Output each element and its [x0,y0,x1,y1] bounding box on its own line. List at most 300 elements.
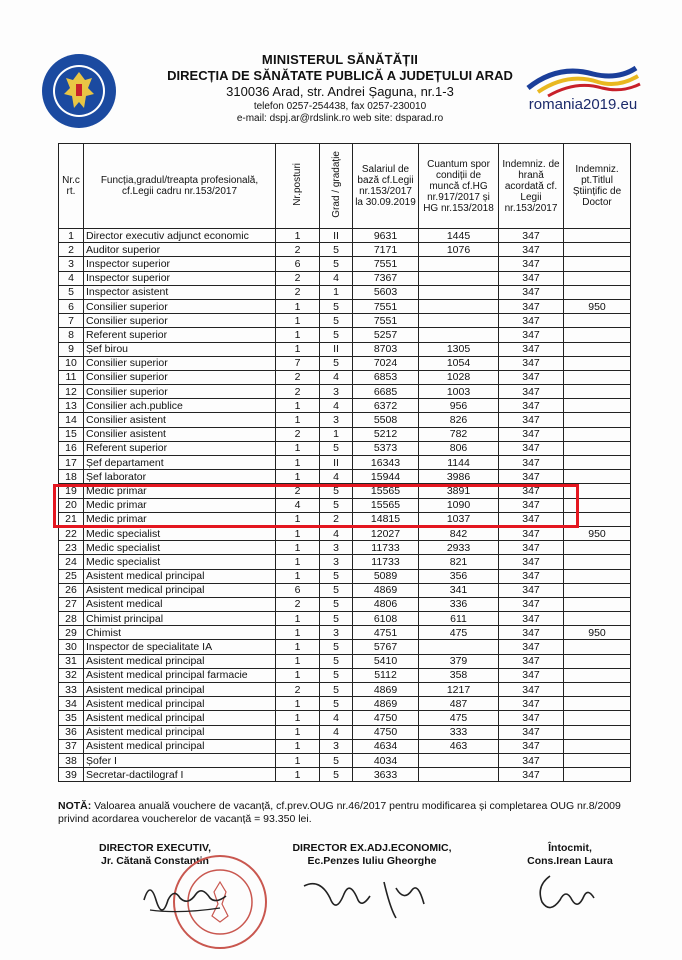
cell-food-allowance: 347 [499,668,564,682]
cell-function: Medic primar [84,498,276,512]
table-row [59,569,631,583]
cell-base-salary: 7367 [353,271,419,285]
table-row [59,541,631,555]
col-header-base-salary: Salariul de bază cf.Legii nr.153/2017 la 30.09.2019 [353,144,419,229]
cell-grade: 5 [320,683,353,697]
address-line: 310036 Arad, str. Andrei Șaguna, nr.1-3 [226,84,454,99]
cell-grade: 4 [320,526,353,540]
cell-grade: 4 [320,271,353,285]
cell-base-salary: 4750 [353,711,419,725]
cell-grade: 5 [320,640,353,654]
cell-food-allowance: 347 [499,271,564,285]
cell-nr: 39 [59,768,84,782]
note-label: NOTĂ: [58,800,92,812]
cell-work-bonus: 1305 [419,342,499,356]
table-row [59,711,631,725]
cell-nr: 28 [59,612,84,626]
cell-posts: 6 [276,583,320,597]
cell-grade: 5 [320,243,353,257]
phone-line: telefon 0257-254438, fax 0257-230010 [253,101,427,112]
cell-grade: 3 [320,555,353,569]
deputy-director-signature-icon [300,868,430,928]
salary-table [58,143,631,782]
table-row [59,413,631,427]
col-header-work-bonus: Cuantum spor condiții de muncă cf.HG nr.917/2017 și HG nr.153/2018 [419,144,499,229]
note-paragraph [58,800,638,826]
cell-food-allowance: 347 [499,725,564,739]
cell-grade: 5 [320,612,353,626]
cell-nr: 38 [59,753,84,767]
cell-base-salary: 7551 [353,299,419,313]
col-header-nr: Nr.c rt. [59,144,84,229]
cell-nr: 8 [59,328,84,342]
cell-work-bonus: 826 [419,413,499,427]
cell-posts: 1 [276,526,320,540]
cell-doctor-allowance [564,470,631,484]
cell-function: Auditor superior [84,243,276,257]
cell-doctor-allowance [564,370,631,384]
cell-food-allowance: 347 [499,356,564,370]
cell-function: Șef departament [84,456,276,470]
cell-nr: 25 [59,569,84,583]
cell-posts: 1 [276,711,320,725]
cell-work-bonus [419,753,499,767]
cell-doctor-allowance [564,612,631,626]
cell-base-salary: 5767 [353,640,419,654]
deputy-director-name: Ec.Penzes Iuliu Gheorghe [307,855,437,867]
cell-work-bonus: 2933 [419,541,499,555]
cell-grade: 4 [320,370,353,384]
cell-food-allowance: 347 [499,512,564,526]
cell-doctor-allowance [564,456,631,470]
table-row [59,654,631,668]
cell-base-salary: 11733 [353,541,419,555]
cell-food-allowance: 347 [499,683,564,697]
cell-nr: 2 [59,243,84,257]
cell-base-salary: 3633 [353,768,419,782]
cell-nr: 35 [59,711,84,725]
cell-function: Asistent medical [84,597,276,611]
col-header-grade-label: Grad / gradație [330,151,342,218]
table-row [59,597,631,611]
cell-doctor-allowance [564,668,631,682]
cell-nr: 5 [59,285,84,299]
cell-posts: 1 [276,768,320,782]
cell-food-allowance: 347 [499,753,564,767]
cell-posts: 1 [276,413,320,427]
table-row [59,441,631,455]
cell-grade: 5 [320,314,353,328]
table-row [59,427,631,441]
cell-food-allowance: 347 [499,484,564,498]
cell-food-allowance: 347 [499,441,564,455]
cell-base-salary: 8703 [353,342,419,356]
cell-doctor-allowance [564,257,631,271]
cell-posts: 1 [276,640,320,654]
cell-base-salary: 6853 [353,370,419,384]
cell-food-allowance: 347 [499,526,564,540]
cell-food-allowance: 347 [499,243,564,257]
cell-work-bonus: 842 [419,526,499,540]
cell-nr: 10 [59,356,84,370]
cell-base-salary: 5410 [353,654,419,668]
cell-food-allowance: 347 [499,626,564,640]
ministry-title: MINISTERUL SĂNĂTĂȚII [261,52,419,67]
cell-work-bonus: 341 [419,583,499,597]
cell-posts: 1 [276,299,320,313]
cell-grade: 5 [320,597,353,611]
cell-nr: 24 [59,555,84,569]
cell-nr: 29 [59,626,84,640]
cell-work-bonus: 1144 [419,456,499,470]
table-row [59,356,631,370]
cell-grade: 5 [320,441,353,455]
cell-grade: 5 [320,299,353,313]
cell-nr: 20 [59,498,84,512]
cell-work-bonus [419,271,499,285]
table-row [59,668,631,682]
prepared-by-name: Cons.Irean Laura [527,855,613,867]
table-row [59,470,631,484]
cell-work-bonus: 333 [419,725,499,739]
cell-work-bonus: 1090 [419,498,499,512]
email-web-line: e-mail: dspj.ar@rdslink.ro web site: dsparad.ro [236,113,444,124]
cell-food-allowance: 347 [499,285,564,299]
cell-work-bonus: 475 [419,626,499,640]
cell-food-allowance: 347 [499,314,564,328]
cell-grade: 5 [320,753,353,767]
cell-function: Asistent medical principal [84,739,276,753]
cell-grade: 4 [320,399,353,413]
cell-function: Medic primar [84,512,276,526]
note-text: Valoarea anuală vouchere de vacanță, cf.prev.OUG nr.46/2017 pentru modificarea și completarea OUG nr.8/2009 privind acordarea voucherelor de vacanță = 93.350 lei. [58,800,621,825]
cell-posts: 1 [276,739,320,753]
col-header-posts [276,144,320,229]
cell-function: Asistent medical principal [84,583,276,597]
romania2019-label: romania2019.eu [528,96,638,113]
cell-work-bonus [419,768,499,782]
table-row [59,626,631,640]
cell-function: Consilier asistent [84,413,276,427]
cell-function: Asistent medical principal [84,654,276,668]
cell-grade: 5 [320,697,353,711]
cell-grade: II [320,229,353,243]
cell-posts: 1 [276,725,320,739]
cell-posts: 1 [276,697,320,711]
col-header-food-allowance: Indemniz. de hrană acordată cf. Legii nr.153/2017 [499,144,564,229]
cell-function: Director executiv adjunct economic [84,229,276,243]
director-signature-icon [140,870,230,920]
cell-nr: 30 [59,640,84,654]
cell-doctor-allowance [564,597,631,611]
cell-base-salary: 5089 [353,569,419,583]
cell-posts: 6 [276,257,320,271]
cell-doctor-allowance [564,285,631,299]
cell-work-bonus: 1217 [419,683,499,697]
col-header-grade [320,144,353,229]
table-row [59,753,631,767]
table-row [59,683,631,697]
prepared-by-signature-icon [530,866,600,922]
cell-grade: 5 [320,583,353,597]
cell-function: Referent superior [84,328,276,342]
cell-food-allowance: 347 [499,541,564,555]
table-row [59,697,631,711]
cell-work-bonus [419,328,499,342]
cell-base-salary: 5508 [353,413,419,427]
cell-doctor-allowance: 950 [564,626,631,640]
cell-base-salary: 6685 [353,385,419,399]
cell-work-bonus: 782 [419,427,499,441]
cell-nr: 14 [59,413,84,427]
cell-grade: 3 [320,541,353,555]
table-row [59,725,631,739]
cell-grade: 3 [320,413,353,427]
cell-nr: 6 [59,299,84,313]
table-row [59,299,631,313]
col-header-doctor-allowance: Indemniz. pt.Titlul Științific de Doctor [564,144,631,229]
deputy-director-title: DIRECTOR EX.ADJ.ECONOMIC, [292,842,452,854]
cell-food-allowance: 347 [499,711,564,725]
cell-work-bonus: 3986 [419,470,499,484]
cell-posts: 1 [276,654,320,668]
cell-posts: 1 [276,569,320,583]
romania2019-swoosh-icon [518,58,648,98]
cell-nr: 32 [59,668,84,682]
cell-nr: 31 [59,654,84,668]
cell-grade: 2 [320,512,353,526]
cell-work-bonus: 1003 [419,385,499,399]
cell-food-allowance: 347 [499,583,564,597]
cell-doctor-allowance [564,654,631,668]
cell-base-salary: 5257 [353,328,419,342]
cell-nr: 17 [59,456,84,470]
cell-base-salary: 4750 [353,725,419,739]
cell-posts: 1 [276,626,320,640]
cell-nr: 7 [59,314,84,328]
cell-nr: 16 [59,441,84,455]
table-row [59,285,631,299]
cell-nr: 36 [59,725,84,739]
cell-base-salary: 5603 [353,285,419,299]
cell-function: Asistent medical principal [84,725,276,739]
director-name: Jr. Cătană Constantin [101,855,209,867]
table-row [59,583,631,597]
cell-function: Consilier asistent [84,427,276,441]
cell-food-allowance: 347 [499,299,564,313]
cell-nr: 18 [59,470,84,484]
cell-function: Consilier ach.publice [84,399,276,413]
cell-posts: 1 [276,342,320,356]
cell-function: Chimist principal [84,612,276,626]
cell-grade: II [320,342,353,356]
cell-base-salary: 5112 [353,668,419,682]
cell-base-salary: 5373 [353,441,419,455]
cell-grade: II [320,456,353,470]
cell-food-allowance: 347 [499,597,564,611]
cell-work-bonus [419,285,499,299]
cell-nr: 21 [59,512,84,526]
cell-doctor-allowance [564,314,631,328]
cell-nr: 22 [59,526,84,540]
cell-nr: 3 [59,257,84,271]
cell-base-salary: 4634 [353,739,419,753]
cell-doctor-allowance [564,229,631,243]
table-row [59,385,631,399]
cell-doctor-allowance [564,753,631,767]
cell-work-bonus: 1054 [419,356,499,370]
cell-posts: 2 [276,597,320,611]
cell-base-salary: 6108 [353,612,419,626]
cell-posts: 2 [276,683,320,697]
cell-base-salary: 4869 [353,697,419,711]
cell-doctor-allowance [564,739,631,753]
prepared-by-title: Întocmit, [548,842,592,854]
cell-work-bonus: 336 [419,597,499,611]
cell-function: Inspector asistent [84,285,276,299]
cell-nr: 12 [59,385,84,399]
cell-base-salary: 7551 [353,314,419,328]
government-emblem-logo [40,52,118,130]
cell-nr: 13 [59,399,84,413]
cell-work-bonus: 379 [419,654,499,668]
cell-posts: 1 [276,541,320,555]
table-row [59,257,631,271]
cell-doctor-allowance [564,555,631,569]
cell-doctor-allowance: 950 [564,526,631,540]
cell-doctor-allowance [564,342,631,356]
cell-nr: 34 [59,697,84,711]
cell-work-bonus: 1076 [419,243,499,257]
cell-posts: 2 [276,427,320,441]
cell-grade: 4 [320,725,353,739]
highlight-box-medic-primar [53,484,579,528]
cell-doctor-allowance [564,711,631,725]
cell-function: Asistent medical principal [84,569,276,583]
cell-doctor-allowance [564,271,631,285]
cell-posts: 2 [276,370,320,384]
cell-food-allowance: 347 [499,768,564,782]
cell-work-bonus: 1037 [419,512,499,526]
cell-grade: 5 [320,668,353,682]
table-row [59,456,631,470]
table-header-row [59,144,631,229]
cell-function: Medic specialist [84,555,276,569]
cell-base-salary: 11733 [353,555,419,569]
cell-grade: 5 [320,569,353,583]
cell-posts: 1 [276,314,320,328]
cell-posts: 2 [276,243,320,257]
cell-work-bonus: 487 [419,697,499,711]
cell-function: Inspector superior [84,257,276,271]
cell-base-salary: 16343 [353,456,419,470]
cell-food-allowance: 347 [499,370,564,384]
cell-posts: 2 [276,271,320,285]
cell-grade: 3 [320,739,353,753]
cell-posts: 1 [276,441,320,455]
cell-food-allowance: 347 [499,413,564,427]
cell-posts: 1 [276,399,320,413]
cell-doctor-allowance [564,441,631,455]
cell-food-allowance: 347 [499,328,564,342]
cell-food-allowance: 347 [499,739,564,753]
cell-doctor-allowance [564,768,631,782]
cell-function: Asistent medical principal [84,697,276,711]
cell-nr: 15 [59,427,84,441]
cell-doctor-allowance [564,583,631,597]
cell-posts: 1 [276,753,320,767]
cell-food-allowance: 347 [499,229,564,243]
cell-work-bonus: 463 [419,739,499,753]
cell-grade: 4 [320,711,353,725]
table-row [59,314,631,328]
cell-doctor-allowance [564,427,631,441]
letterhead [120,52,560,124]
cell-posts: 1 [276,668,320,682]
cell-nr: 11 [59,370,84,384]
cell-function: Consilier superior [84,314,276,328]
cell-grade: 5 [320,498,353,512]
cell-base-salary: 9631 [353,229,419,243]
cell-food-allowance: 347 [499,612,564,626]
cell-grade: 4 [320,470,353,484]
director-title: DIRECTOR EXECUTIV, [98,842,212,854]
cell-function: Medic specialist [84,526,276,540]
cell-doctor-allowance [564,399,631,413]
cell-function: Inspector de specialitate IA [84,640,276,654]
cell-posts: 1 [276,555,320,569]
cell-food-allowance: 347 [499,697,564,711]
table-row [59,229,631,243]
cell-work-bonus: 475 [419,711,499,725]
cell-base-salary: 15944 [353,470,419,484]
cell-work-bonus [419,299,499,313]
cell-grade: 5 [320,484,353,498]
cell-doctor-allowance [564,683,631,697]
cell-base-salary: 15565 [353,498,419,512]
cell-grade: 1 [320,285,353,299]
cell-work-bonus: 821 [419,555,499,569]
cell-posts: 1 [276,229,320,243]
cell-food-allowance: 347 [499,427,564,441]
cell-base-salary: 4806 [353,597,419,611]
cell-work-bonus: 356 [419,569,499,583]
cell-grade: 3 [320,385,353,399]
cell-base-salary: 7024 [353,356,419,370]
cell-doctor-allowance [564,569,631,583]
cell-food-allowance: 347 [499,498,564,512]
cell-grade: 5 [320,356,353,370]
cell-doctor-allowance [564,697,631,711]
cell-function: Consilier superior [84,385,276,399]
cell-posts: 4 [276,498,320,512]
cell-function: Consilier superior [84,356,276,370]
cell-nr: 27 [59,597,84,611]
cell-food-allowance: 347 [499,342,564,356]
table-row [59,612,631,626]
cell-food-allowance: 347 [499,257,564,271]
cell-nr: 19 [59,484,84,498]
cell-base-salary: 5212 [353,427,419,441]
table-row [59,243,631,257]
cell-food-allowance: 347 [499,640,564,654]
cell-posts: 1 [276,328,320,342]
cell-base-salary: 12027 [353,526,419,540]
table-row [59,739,631,753]
cell-work-bonus: 956 [419,399,499,413]
table-row [59,399,631,413]
cell-base-salary: 15565 [353,484,419,498]
